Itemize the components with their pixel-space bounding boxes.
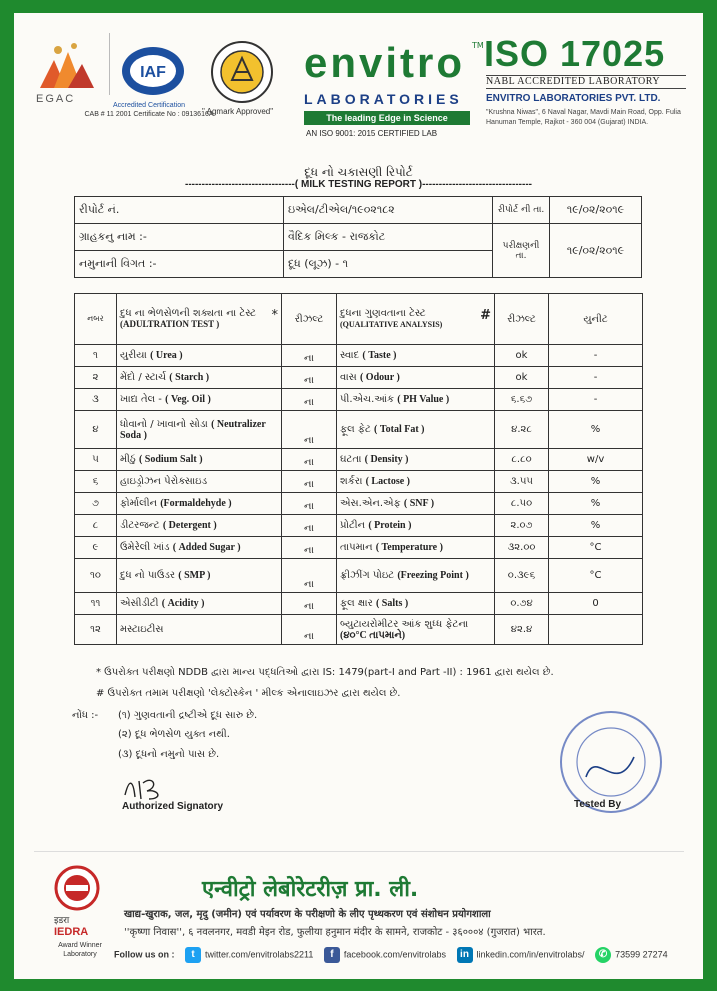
col-quality-en: (QUALITATIVE ANALYSIS): [340, 320, 443, 329]
adulteration-test: [117, 389, 282, 411]
col-result2: રીઝલ્ટ: [495, 294, 549, 345]
quality-result: ૪૨.૪: [495, 615, 549, 645]
footer-address: ''कृष्णा निवास'', ६ नवलनगर, मवडी मेइन रोड, फुलीया हनुमान मंदीर के सामने, राजकोट - ३६०००४ (गुजरात) भारत.: [124, 927, 546, 938]
report-sheet: [14, 13, 703, 979]
quality-test: [337, 593, 495, 615]
table-row: [75, 345, 643, 367]
whatsapp-icon: ✆: [595, 947, 611, 963]
quality-result: ૮.૫૦: [495, 493, 549, 515]
quality-gu: ફૂલ ક્ષાર: [340, 598, 373, 609]
test-en: ( Detergent ): [162, 520, 217, 531]
facebook-icon: f: [324, 947, 340, 963]
whatsapp-number[interactable]: 73599 27274: [615, 949, 668, 960]
row-no: ૫: [75, 449, 117, 471]
iso-block: [484, 33, 694, 143]
quality-gu: પી.એચ.આંક: [340, 394, 395, 405]
quality-test: [337, 411, 495, 449]
row-no: ૧૦: [75, 559, 117, 593]
quality-test: [337, 493, 495, 515]
quality-unit: %: [549, 411, 643, 449]
quality-gu: પ્રોટીન: [340, 520, 366, 531]
adulteration-test: [117, 449, 282, 471]
row-no: ૩: [75, 389, 117, 411]
star-note: * ઉપરોક્ત પરીક્ષણો NDDB દ્વારા માન્ય પદ્ધતિઓ દ્વારા IS: 1479(part-I and Part -II) : 1961 દ્વારા થયેલ છે.: [96, 667, 554, 678]
adulteration-result: ના: [282, 537, 337, 559]
test-gu: દુધ નો પાઉડર: [120, 570, 176, 581]
table-row: [75, 367, 643, 389]
test-en: ( Acidity ): [161, 598, 205, 609]
test-gu: હાઇડ્રોઝન પેરોક્સાઇડ: [120, 476, 208, 487]
row-no: ૪: [75, 411, 117, 449]
table-row: [75, 493, 643, 515]
adulteration-test: [117, 515, 282, 537]
quality-result: ૦.૩૯૬: [495, 559, 549, 593]
adulteration-result: ના: [282, 559, 337, 593]
linkedin-link[interactable]: linkedin.com/in/envitrolabs/: [476, 949, 585, 960]
quality-gu: બ્યુટાયરોમીટર આંક શુધ્ધ ફેટના: [340, 618, 469, 630]
table-row: [75, 515, 643, 537]
quality-result: ok: [495, 345, 549, 367]
row-no: ૧૧: [75, 593, 117, 615]
envitro-name: envitro: [304, 39, 466, 86]
meta-date-label: રીપોર્ટ ની તા.: [493, 197, 550, 224]
iaf-name: IAF: [140, 64, 166, 81]
note-2: (૨) દૂધ ભેળસેળ યુક્ત નથી.: [118, 729, 230, 740]
test-gu: ખાદ્ય તેલ -: [120, 394, 162, 405]
tested-by: Tested By: [574, 799, 622, 810]
iaf-logo-icon: [120, 45, 186, 97]
test-gu: મીઠું: [120, 454, 136, 465]
row-no: ૮: [75, 515, 117, 537]
quality-en: ( Taste ): [362, 350, 397, 361]
footer-title: एन्वीट्रो लेबोरेटरीज़ प्रा. ली.: [202, 877, 419, 902]
quality-test: [337, 471, 495, 493]
quality-test: [337, 345, 495, 367]
table-header-row: [75, 294, 643, 345]
test-en: ( Veg. Oil ): [165, 394, 211, 405]
star-mark: *: [271, 308, 278, 323]
quality-en: ( Odour ): [359, 372, 400, 383]
quality-result: ૩.૫૫: [495, 471, 549, 493]
quality-unit: %: [549, 493, 643, 515]
test-gu: ઉમેરેલી ખાંડ: [120, 542, 170, 553]
test-en: ( Starch ): [169, 372, 210, 383]
test-en: (Formaldehyde ): [160, 498, 232, 509]
quality-gu: ફ્રીઝીંગ પોઇટ: [340, 570, 395, 581]
adulteration-result: ના: [282, 389, 337, 411]
authorized-signatory: Authorized Signatory: [122, 801, 224, 812]
table-row: [75, 615, 643, 645]
quality-test: [337, 389, 495, 411]
quality-gu: ફૂલ ફેટ: [340, 424, 371, 435]
company-address: "Krushna Niwas", 6 Naval Nagar, Mavdi Main Road, Opp. Fulia Hanuman Temple, Rajkot - 360 004 (Gujarat) INDIA.: [486, 109, 681, 126]
iedra-award: Award Winner Laboratory: [58, 942, 102, 958]
row-no: ૯: [75, 537, 117, 559]
row-no: ૨: [75, 367, 117, 389]
quality-test: [337, 559, 495, 593]
meta-label: ગ્રાહકનુ નામ :-: [75, 224, 284, 251]
company-name: ENVITRO LABORATORIES PVT. LTD.: [486, 93, 661, 104]
iedra-name: IEDRA: [54, 926, 89, 938]
adulteration-test: [117, 615, 282, 645]
adulteration-result: ના: [282, 345, 337, 367]
quality-gu: વાસ: [340, 372, 357, 383]
quality-unit: %: [549, 515, 643, 537]
table-row: [75, 593, 643, 615]
quality-test: [337, 449, 495, 471]
egac-logo-icon: [36, 38, 98, 92]
quality-en: ( Density ): [364, 454, 409, 465]
follow-label: Follow us on :: [114, 949, 175, 960]
quality-gu: તાપમાન: [340, 542, 373, 553]
egac-cert-label: Accredited Certification: [113, 102, 185, 109]
table-row: [75, 389, 643, 411]
adulteration-test: [117, 367, 282, 389]
footer-divider: [34, 851, 684, 852]
quality-test: [337, 615, 495, 645]
signature-icon: [119, 773, 174, 803]
adulteration-result: ના: [282, 367, 337, 389]
quality-unit: -: [549, 389, 643, 411]
nabl-label: NABL ACCREDITED LABORATORY: [486, 75, 686, 89]
meta-label: રીપોર્ટ નં.: [75, 197, 284, 224]
quality-gu: ઘટતા: [340, 454, 362, 465]
meta-date: ૧૯/૦૨/૨૦૧૯: [550, 224, 642, 278]
adulteration-test: [117, 593, 282, 615]
quality-result: ૩૨.૦૦: [495, 537, 549, 559]
quality-test: [337, 515, 495, 537]
quality-gu: શર્કરા: [340, 476, 363, 487]
adulteration-test: [117, 345, 282, 367]
nondh-label: નોંધ :-: [72, 710, 99, 721]
test-en: ( Urea ): [150, 350, 183, 361]
adulteration-result: ના: [282, 515, 337, 537]
adulteration-result: ના: [282, 411, 337, 449]
test-en: ( Added Sugar ): [172, 542, 241, 553]
adulteration-result: ના: [282, 615, 337, 645]
test-gu: ડીટરજન્ટ: [120, 520, 160, 531]
quality-en: ( Protein ): [368, 520, 412, 531]
iedra-logo-icon: [54, 865, 100, 911]
envitro-laboratories: LABORATORIES: [304, 91, 463, 107]
adulteration-result: ના: [282, 593, 337, 615]
adulteration-test: [117, 537, 282, 559]
quality-result: ૬.૬૭: [495, 389, 549, 411]
footer-services: खाद्य-खुराक, जल, मृदु (जमीन) एवं पर्यावरण के परीक्षणो के लीए पृथ्थकरण एवं संशोधन प्रयोगशाला: [124, 909, 491, 920]
note-3: (૩) દૂધનો નમુનો પાસ છે.: [118, 749, 220, 760]
adulteration-test: [117, 559, 282, 593]
envitro-tm: TM: [472, 41, 484, 50]
hash-note: # ઉપરોક્ત તમામ પરીક્ષણો 'લેક્ટોસ્કેન ' મીલ્ક એનાલાઇઝર દ્વારા થયેલ છે.: [96, 688, 401, 699]
header-divider: [109, 33, 110, 95]
twitter-link[interactable]: twitter.com/envitrolabs2211: [205, 949, 314, 960]
adulteration-result: ના: [282, 493, 337, 515]
col-unit: યુનીટ: [549, 294, 643, 345]
test-gu: ધોવાનો / ખાવાનો સોડા: [120, 418, 208, 430]
test-gu: એસીડીટી: [120, 598, 159, 609]
linkedin-icon: in: [457, 947, 473, 963]
adulteration-test: [117, 471, 282, 493]
quality-gu: સ્વાદ: [340, 350, 360, 361]
quality-en: ( Total Fat ): [374, 424, 425, 435]
meta-row: [75, 224, 642, 251]
table-body: [75, 345, 643, 645]
meta-label: નમુનાની વિગત :-: [75, 251, 284, 278]
quality-result: ૨.૦૭: [495, 515, 549, 537]
report-subtitle: ---------------------------------( MILK TESTING REPORT )---------------------------------: [184, 179, 532, 190]
egac-cab: CAB # 11 2001 Certificate No : 0913616A: [84, 111, 214, 118]
iso-title: ISO 17025: [484, 33, 666, 74]
table-row: [75, 537, 643, 559]
meta-value: ઇએલ/ટીએલ/૧૯૦૨૧૮૨: [284, 197, 493, 224]
test-en: ( Sodium Salt ): [138, 454, 203, 465]
envitro-tagline: The leading Edge in Science: [304, 111, 470, 125]
table-row: [75, 471, 643, 493]
meta-date: ૧૯/૦૨/૨૦૧૯: [550, 197, 642, 224]
quality-en: (૪૦°C તાપમાને): [340, 629, 406, 641]
quality-en: (Freezing Point ): [397, 570, 469, 581]
envitro-brand: [304, 29, 484, 139]
agmark-logo-icon: [210, 40, 274, 104]
quality-unit: °C: [549, 559, 643, 593]
test-en: ( SMP ): [178, 570, 211, 581]
test-gu: ફોર્માલીન: [120, 498, 158, 509]
quality-en: ( Salts ): [375, 598, 409, 609]
adulteration-result: ના: [282, 471, 337, 493]
quality-en: ( PH Value ): [397, 394, 450, 405]
results-table: [74, 293, 643, 645]
quality-result: ૪.૨૮: [495, 411, 549, 449]
twitter-icon: t: [185, 947, 201, 963]
quality-gu: એસ.એન.એફ: [340, 498, 401, 509]
meta-date-label: પરીક્ષણની તા.: [493, 224, 550, 278]
meta-row: [75, 197, 642, 224]
test-gu: મસ્ટાઇટીસ: [120, 624, 164, 635]
col-result: રીઝલ્ટ: [282, 294, 337, 345]
quality-unit: °C: [549, 537, 643, 559]
quality-test: [337, 537, 495, 559]
hash-mark: #: [480, 308, 491, 323]
col-no: નબર: [75, 294, 117, 345]
row-no: ૧: [75, 345, 117, 367]
quality-en: ( Lactose ): [365, 476, 411, 487]
col-quality-gu: દુધના ગુણવતાના ટેસ્ટ: [340, 308, 426, 319]
quality-unit: 0: [549, 593, 643, 615]
row-no: ૬: [75, 471, 117, 493]
test-gu: યુરીયા: [120, 350, 147, 361]
col-quality: [337, 294, 495, 345]
facebook-link[interactable]: facebook.com/envitrolabs: [343, 949, 446, 960]
test-gu: મેંદો / સ્ટાર્ચ: [120, 372, 167, 383]
quality-result: ૮.૮૦: [495, 449, 549, 471]
agmark-label: " Agmark Approved": [202, 107, 274, 116]
table-row: [75, 449, 643, 471]
quality-result: ૦.૭૪: [495, 593, 549, 615]
adulteration-result: ના: [282, 449, 337, 471]
col-adulteration-en: (ADULTRATION TEST ): [120, 319, 220, 329]
quality-unit: %: [549, 471, 643, 493]
col-adulteration-gu: દુધ ના ભેળસેળની શક્યતા ના ટેસ્ટ: [120, 308, 256, 319]
quality-en: ( Temperature ): [375, 542, 443, 553]
quality-unit: -: [549, 367, 643, 389]
meta-value: દૂધ (લૂઝ) - ૧: [284, 251, 493, 278]
note-1: (૧) ગુણવતાની દ્રષ્ટીએ દૂધ સારુ છે.: [118, 710, 258, 721]
quality-unit: -: [549, 345, 643, 367]
table-row: [75, 411, 643, 449]
row-no: ૧૨: [75, 615, 117, 645]
report-title: દૂધ નો ચકાસણી રિપોર્ટ: [304, 165, 413, 179]
quality-result: ok: [495, 367, 549, 389]
row-no: ૭: [75, 493, 117, 515]
test-en: ( Neutralizer Soda ): [120, 418, 266, 441]
quality-test: [337, 367, 495, 389]
social-links: [114, 947, 668, 963]
col-adulteration: [117, 294, 282, 345]
adulteration-test: [117, 493, 282, 515]
quality-en: ( SNF ): [403, 498, 435, 509]
egac-name: EGAC: [36, 93, 76, 105]
quality-unit: w/v: [549, 449, 643, 471]
report-meta-table: [74, 196, 642, 278]
quality-unit: [549, 615, 643, 645]
envitro-iso: AN ISO 9001: 2015 CERTIFIED LAB: [306, 129, 438, 138]
iedra-hindi: इडरा: [54, 916, 70, 926]
meta-value: વૈદિક મિલ્ક - રાજકોટ: [284, 224, 493, 251]
adulteration-test: [117, 411, 282, 449]
table-row: [75, 559, 643, 593]
